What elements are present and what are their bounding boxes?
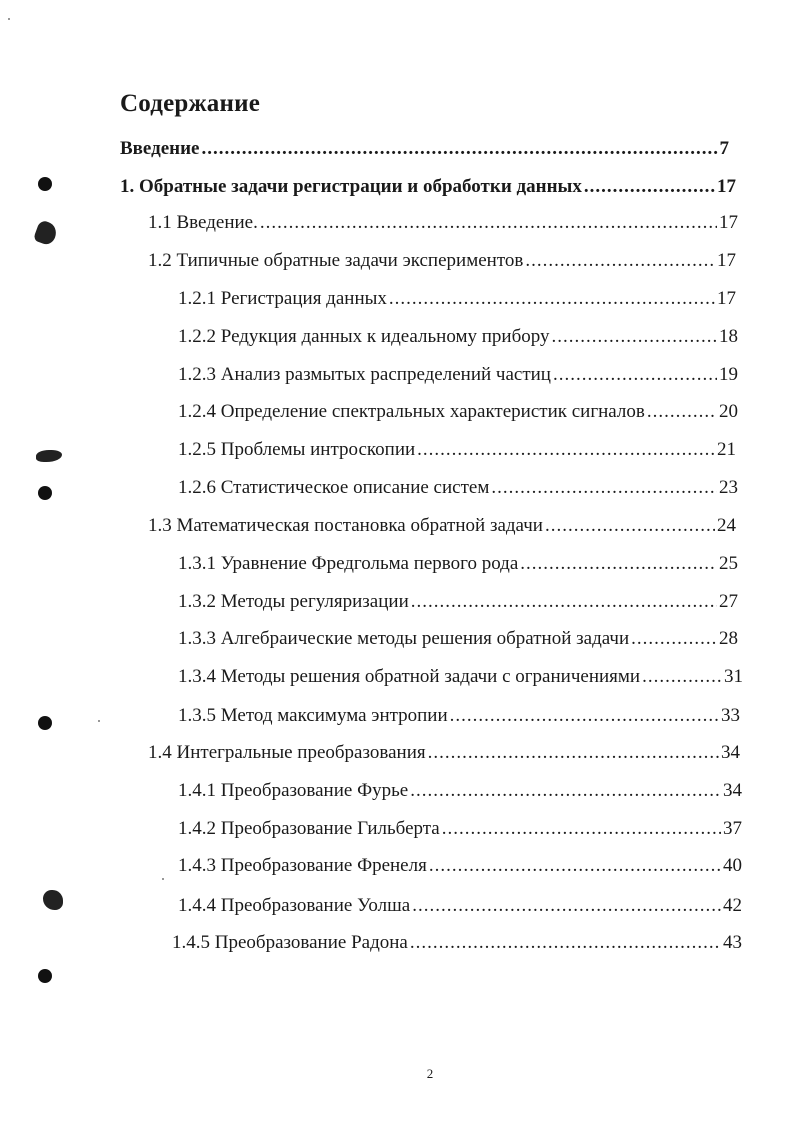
toc-label: 1.3.3 Алгебраические методы решения обратной задачи: [178, 628, 630, 649]
scan-speck: [162, 878, 164, 880]
toc-page: 17: [717, 250, 736, 271]
toc-page: 27: [719, 591, 738, 612]
toc-entry: [178, 399, 738, 425]
toc-label: 1.2.6 Статистическое описание систем: [178, 477, 490, 498]
scan-blot: [43, 890, 63, 910]
toc-page: 40: [723, 855, 742, 876]
toc-entry: [178, 286, 736, 312]
toc-entry: [178, 664, 743, 690]
toc-page: 25: [719, 553, 738, 574]
toc-page: 17: [717, 176, 736, 197]
toc-entry: [178, 853, 742, 879]
toc-entry: [178, 324, 738, 350]
punch-hole: [38, 716, 52, 730]
page-title: Содержание: [120, 90, 261, 117]
toc-page: 17: [719, 212, 738, 233]
toc-page: 19: [719, 364, 738, 385]
scan-speck: [8, 18, 10, 20]
toc-page: 23: [719, 477, 738, 498]
toc-label: 1.4.4 Преобразование Уолша: [178, 895, 411, 916]
toc-page: 31: [724, 666, 743, 687]
toc-page: 7: [719, 138, 729, 159]
toc-entry: [178, 816, 742, 842]
scan-speck: [98, 720, 100, 722]
toc-entry: [178, 893, 742, 919]
toc-entry: [178, 437, 736, 463]
punch-hole: [38, 486, 52, 500]
toc-label: 1.4.1 Преобразование Фурье: [178, 780, 409, 801]
toc-entry: [148, 248, 736, 274]
toc-label: 1. Обратные задачи регистрации и обработки данных: [120, 176, 582, 197]
toc-label: 1.4.3 Преобразование Френеля: [178, 855, 427, 876]
toc-label: Введение: [120, 138, 200, 159]
toc-entry: [148, 740, 740, 766]
toc-page: 42: [723, 895, 742, 916]
page-number: 2: [426, 1066, 434, 1081]
toc-label: 1.2.5 Проблемы интроскопии: [178, 439, 416, 460]
punch-hole: [38, 969, 52, 983]
toc-page: 24: [717, 515, 736, 536]
toc-entry: [120, 174, 736, 200]
toc-page: 37: [723, 818, 742, 839]
toc-page: 34: [723, 780, 742, 801]
toc-entry: [178, 703, 740, 729]
toc-label: 1.3.4 Методы решения обратной задачи с ограничениями: [178, 666, 641, 687]
toc-entry: [178, 551, 738, 577]
toc-label: 1.3 Математическая постановка обратной задачи: [148, 515, 543, 536]
toc-entry: [178, 362, 738, 388]
toc-page: 34: [721, 742, 740, 763]
toc-page: 21: [717, 439, 736, 460]
toc-entry: [178, 626, 738, 652]
punch-hole: [38, 177, 52, 191]
scan-blot: [36, 450, 62, 462]
toc-entry: [178, 475, 738, 501]
toc-label: 1.2.4 Определение спектральных характеристик сигналов: [178, 401, 645, 422]
toc-entry: [172, 930, 742, 956]
toc-entry: [178, 778, 742, 804]
toc-label: 1.4.2 Преобразование Гильберта: [178, 818, 440, 839]
toc-page: 43: [723, 932, 742, 953]
toc-label: 1.4 Интегральные преобразования: [148, 742, 426, 763]
toc-page: 20: [719, 401, 738, 422]
toc-page: 17: [717, 288, 736, 309]
toc-label: 1.2.2 Редукция данных к идеальному прибору: [178, 326, 550, 347]
toc-entry: [178, 589, 738, 615]
toc-entry: [120, 136, 729, 162]
toc-page: 18: [719, 326, 738, 347]
toc-label: 1.2.1 Регистрация данных: [178, 288, 387, 309]
toc-page: 33: [721, 705, 740, 726]
toc-label: 1.4.5 Преобразование Радона: [172, 932, 408, 953]
toc-label: 1.3.5 Метод максимума энтропии: [178, 705, 448, 726]
toc-entry: [148, 210, 738, 236]
toc-label: 1.2.3 Анализ размытых распределений частиц: [178, 364, 551, 385]
toc-label: 1.3.1 Уравнение Фредгольма первого рода: [178, 553, 519, 574]
scan-blot: [33, 219, 59, 247]
toc-label: 1.1 Введение.: [148, 212, 258, 233]
toc-entry: [148, 513, 736, 539]
toc-label: 1.3.2 Методы регуляризации: [178, 591, 409, 612]
toc-page: 28: [719, 628, 738, 649]
toc-label: 1.2 Типичные обратные задачи экспериментов: [148, 250, 524, 271]
